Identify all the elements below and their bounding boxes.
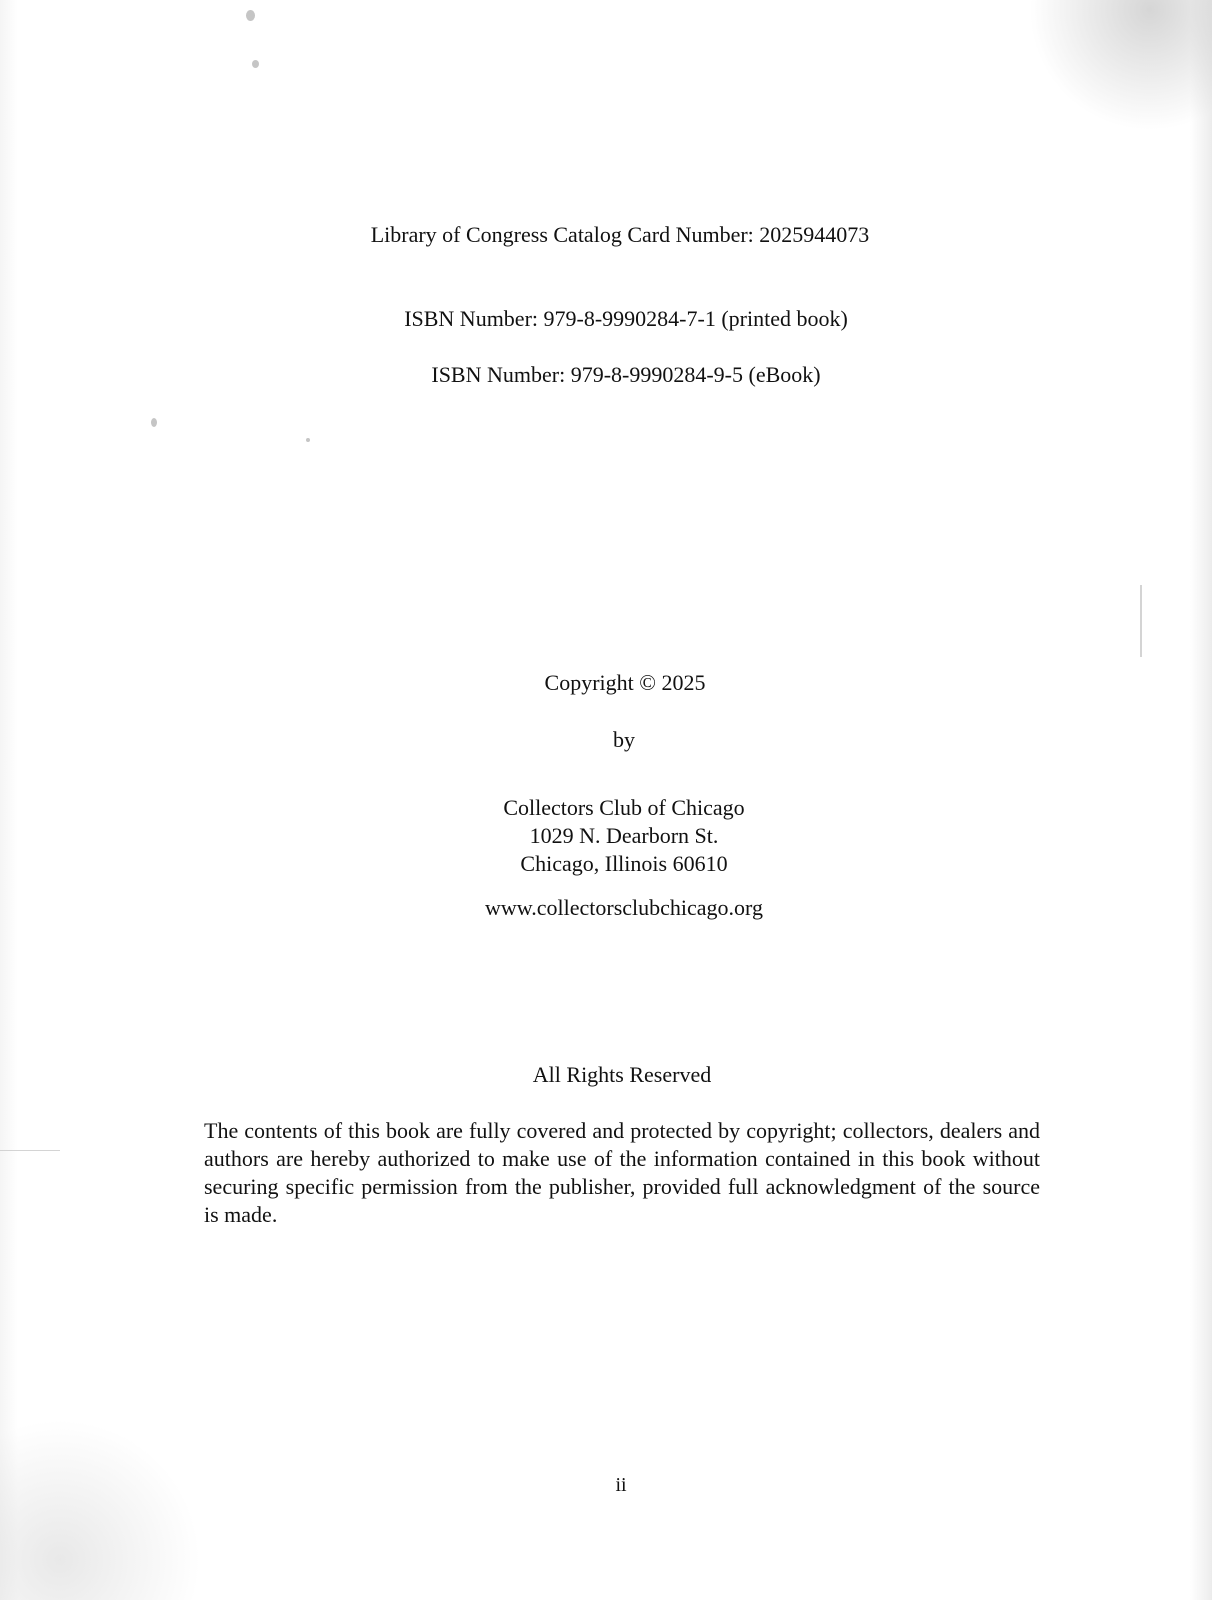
- rights-heading: All Rights Reserved: [532, 1062, 712, 1087]
- copyright-line: Copyright © 2025: [544, 670, 706, 695]
- scan-speck: [306, 438, 310, 442]
- scan-speck: [246, 10, 255, 21]
- publisher-street: 1029 N. Dearborn St.: [529, 823, 719, 848]
- by-line: by: [613, 727, 635, 752]
- scan-artifact-line: [1140, 585, 1142, 657]
- publisher-website: www.collectorsclubchicago.org: [485, 895, 763, 920]
- scan-artifact-line: [0, 1150, 60, 1151]
- isbn-printed-book: ISBN Number: 979-8-9990284-7-1 (printed book): [404, 306, 848, 331]
- page-number: ii: [615, 1474, 627, 1496]
- scan-speck: [252, 60, 259, 68]
- scan-speck: [151, 418, 157, 427]
- publisher-address: [0, 794, 1212, 878]
- publisher-city: Chicago, Illinois 60610: [520, 851, 728, 876]
- isbn-ebook: ISBN Number: 979-8-9990284-9-5 (eBook): [431, 362, 821, 387]
- catalog-card-number: Library of Congress Catalog Card Number: 2025944073: [370, 222, 870, 247]
- publisher-name: Collectors Club of Chicago: [503, 795, 745, 820]
- rights-paragraph: The contents of this book are fully covered and protected by copyright; collectors, dealers and authors are hereby authorized to make use of the information contained in this book without securing specific permission from the publisher, provided full acknowledgment of the source is made.: [204, 1118, 1040, 1227]
